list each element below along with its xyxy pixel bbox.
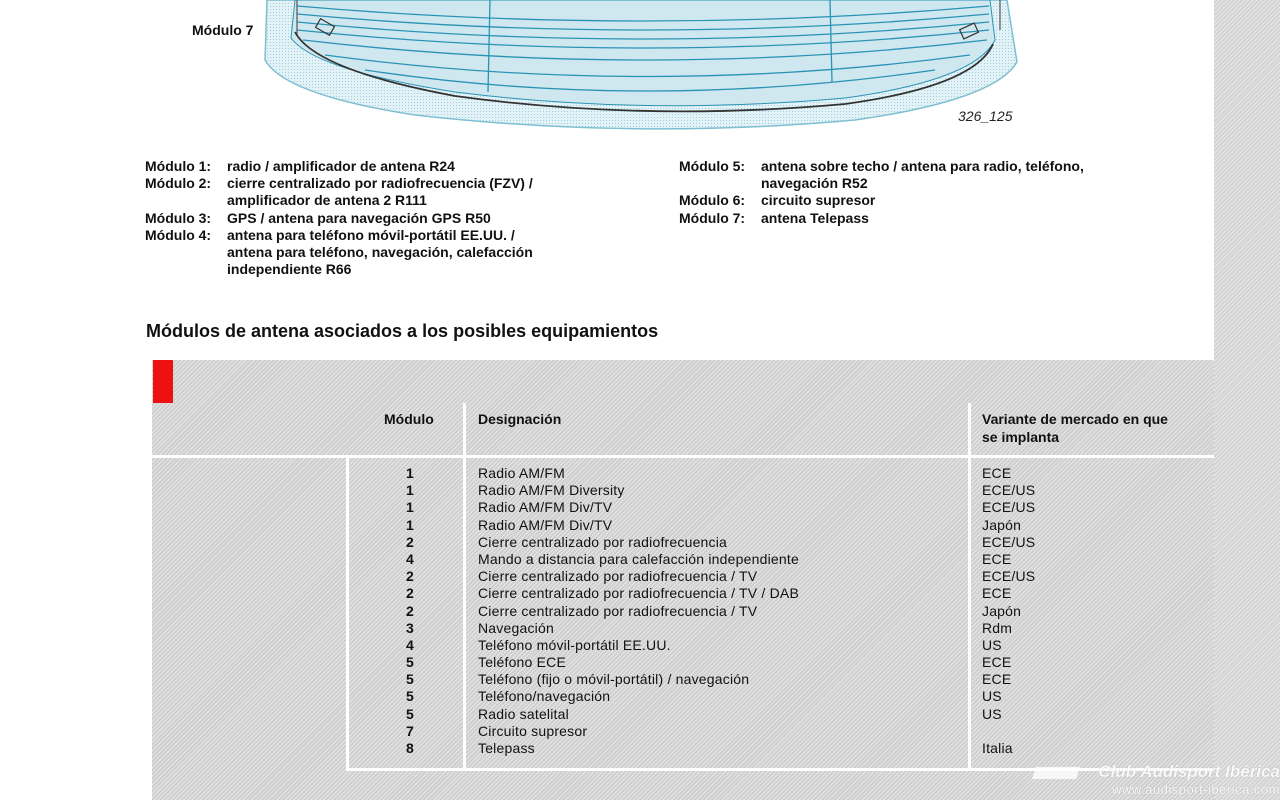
row-designacion: Radio AM/FM Diversity	[478, 482, 625, 499]
table-row	[349, 465, 1214, 482]
row-designacion: Circuito supresor	[478, 722, 588, 739]
row-variante: US	[982, 705, 1002, 722]
legend-item	[145, 175, 665, 209]
table-row	[349, 723, 1214, 740]
legend-key: Módulo 2:	[145, 175, 212, 192]
legend-item	[145, 210, 665, 227]
table-row	[349, 620, 1214, 637]
row-variante: US	[982, 636, 1002, 653]
row-modulo: 4	[406, 636, 414, 653]
page-margin-right	[1214, 0, 1280, 800]
row-modulo: 2	[406, 602, 414, 619]
rear-window-diagram	[255, 0, 1030, 140]
table-row	[349, 499, 1214, 516]
row-designacion: Teléfono ECE	[478, 654, 567, 671]
legend-item	[679, 192, 1199, 209]
legend-item	[145, 227, 665, 279]
legend-desc: antena Telepass	[761, 209, 869, 226]
row-modulo: 1	[406, 482, 414, 499]
row-designacion: Cierre centralizado por radiofrecuencia / TV	[478, 568, 758, 585]
diagram-module7-label: Módulo 7	[192, 22, 254, 38]
legend-desc: GPS / antena para navegación GPS R50	[227, 209, 491, 226]
row-modulo: 7	[406, 722, 414, 739]
figure-id: 326_125	[958, 108, 1013, 124]
watermark-title: Club Audisport Ibérica	[1098, 762, 1280, 781]
table-row	[349, 517, 1214, 534]
legend-key: Módulo 3:	[145, 209, 212, 226]
watermark	[1030, 762, 1280, 797]
legend-key: Módulo 6:	[679, 192, 746, 209]
row-designacion: Cierre centralizado por radiofrecuencia	[478, 533, 728, 550]
row-designacion: Teléfono móvil-portátil EE.UU.	[478, 636, 671, 653]
legend-key: Módulo 5:	[679, 158, 746, 174]
row-designacion: Mando a distancia para calefacción independiente	[478, 550, 799, 567]
row-designacion: Navegación	[478, 619, 554, 636]
row-modulo: 1	[406, 499, 414, 516]
table-row	[349, 688, 1214, 705]
row-modulo: 2	[406, 533, 414, 550]
legend-key: Módulo 7:	[679, 209, 746, 226]
row-designacion: Radio AM/FM	[478, 465, 565, 481]
table-header-variante: Variante de mercado en que se implanta	[982, 411, 1168, 445]
row-modulo: 1	[406, 465, 414, 481]
legend-key: Módulo 4:	[145, 226, 212, 243]
table-row	[349, 603, 1214, 620]
legend-key: Módulo 1:	[145, 158, 212, 174]
row-variante: Japón	[982, 516, 1022, 533]
row-variante: ECE	[982, 654, 1012, 671]
row-modulo: 8	[406, 740, 414, 756]
row-variante: US	[982, 688, 1002, 705]
table-body	[349, 465, 1214, 757]
legend-left	[145, 158, 665, 278]
row-modulo: 2	[406, 568, 414, 585]
table-row	[349, 568, 1214, 585]
legend-desc: radio / amplificador de antena R24	[227, 158, 455, 174]
row-modulo: 5	[406, 654, 414, 671]
legend-item	[145, 158, 665, 175]
row-modulo: 2	[406, 585, 414, 602]
table-divider	[152, 455, 1214, 458]
table-row	[349, 706, 1214, 723]
legend-desc: circuito supresor	[761, 192, 876, 209]
row-variante: Rdm	[982, 619, 1013, 636]
row-variante: ECE/US	[982, 533, 1036, 550]
row-variante: ECE/US	[982, 499, 1036, 516]
row-designacion: Radio satelital	[478, 705, 569, 722]
table-header-designacion: Designación	[478, 411, 562, 427]
row-designacion: Teléfono (fijo o móvil-portátil) / navegación	[478, 671, 750, 688]
row-variante: ECE	[982, 585, 1012, 602]
legend-item	[679, 210, 1199, 227]
table-row	[349, 654, 1214, 671]
row-variante: ECE	[982, 550, 1012, 567]
row-designacion: Teléfono/navegación	[478, 688, 611, 705]
legend-desc: antena para teléfono móvil-portátil EE.UU. / antena para teléfono, navegación, calefacción independiente R66	[227, 226, 533, 278]
watermark-url: www.audisport-iberica.com	[1112, 782, 1280, 797]
row-variante: ECE/US	[982, 482, 1036, 499]
row-modulo: 4	[406, 550, 414, 567]
row-variante: ECE	[982, 671, 1012, 688]
row-designacion: Radio AM/FM Div/TV	[478, 499, 613, 516]
table-row	[349, 551, 1214, 568]
section-heading: Módulos de antena asociados a los posibles equipamientos	[146, 321, 659, 341]
row-modulo: 5	[406, 705, 414, 722]
legend-desc: antena sobre techo / antena para radio, teléfono, navegación R52	[761, 158, 1084, 192]
table-header-modulo: Módulo	[384, 411, 434, 427]
table-row	[349, 482, 1214, 499]
legend-item	[679, 158, 1199, 192]
row-modulo: 5	[406, 688, 414, 705]
row-variante: ECE/US	[982, 568, 1036, 585]
row-modulo: 3	[406, 619, 414, 636]
row-variante: Japón	[982, 602, 1022, 619]
row-variante: ECE	[982, 465, 1012, 481]
table-row	[349, 534, 1214, 551]
row-designacion: Cierre centralizado por radiofrecuencia / TV / DAB	[478, 585, 799, 602]
legend-desc: cierre centralizado por radiofrecuencia (FZV) / amplificador de antena 2 R111	[227, 175, 533, 209]
table-row	[349, 671, 1214, 688]
row-designacion: Radio AM/FM Div/TV	[478, 516, 613, 533]
row-modulo: 1	[406, 516, 414, 533]
legend-right	[679, 158, 1199, 227]
row-modulo: 5	[406, 671, 414, 688]
red-tab-marker	[153, 360, 173, 403]
table-row	[349, 637, 1214, 654]
table-row	[349, 585, 1214, 602]
table-row	[349, 740, 1214, 757]
row-designacion: Telepass	[478, 740, 535, 756]
row-designacion: Cierre centralizado por radiofrecuencia / TV	[478, 602, 758, 619]
row-variante: Italia	[982, 740, 1013, 756]
